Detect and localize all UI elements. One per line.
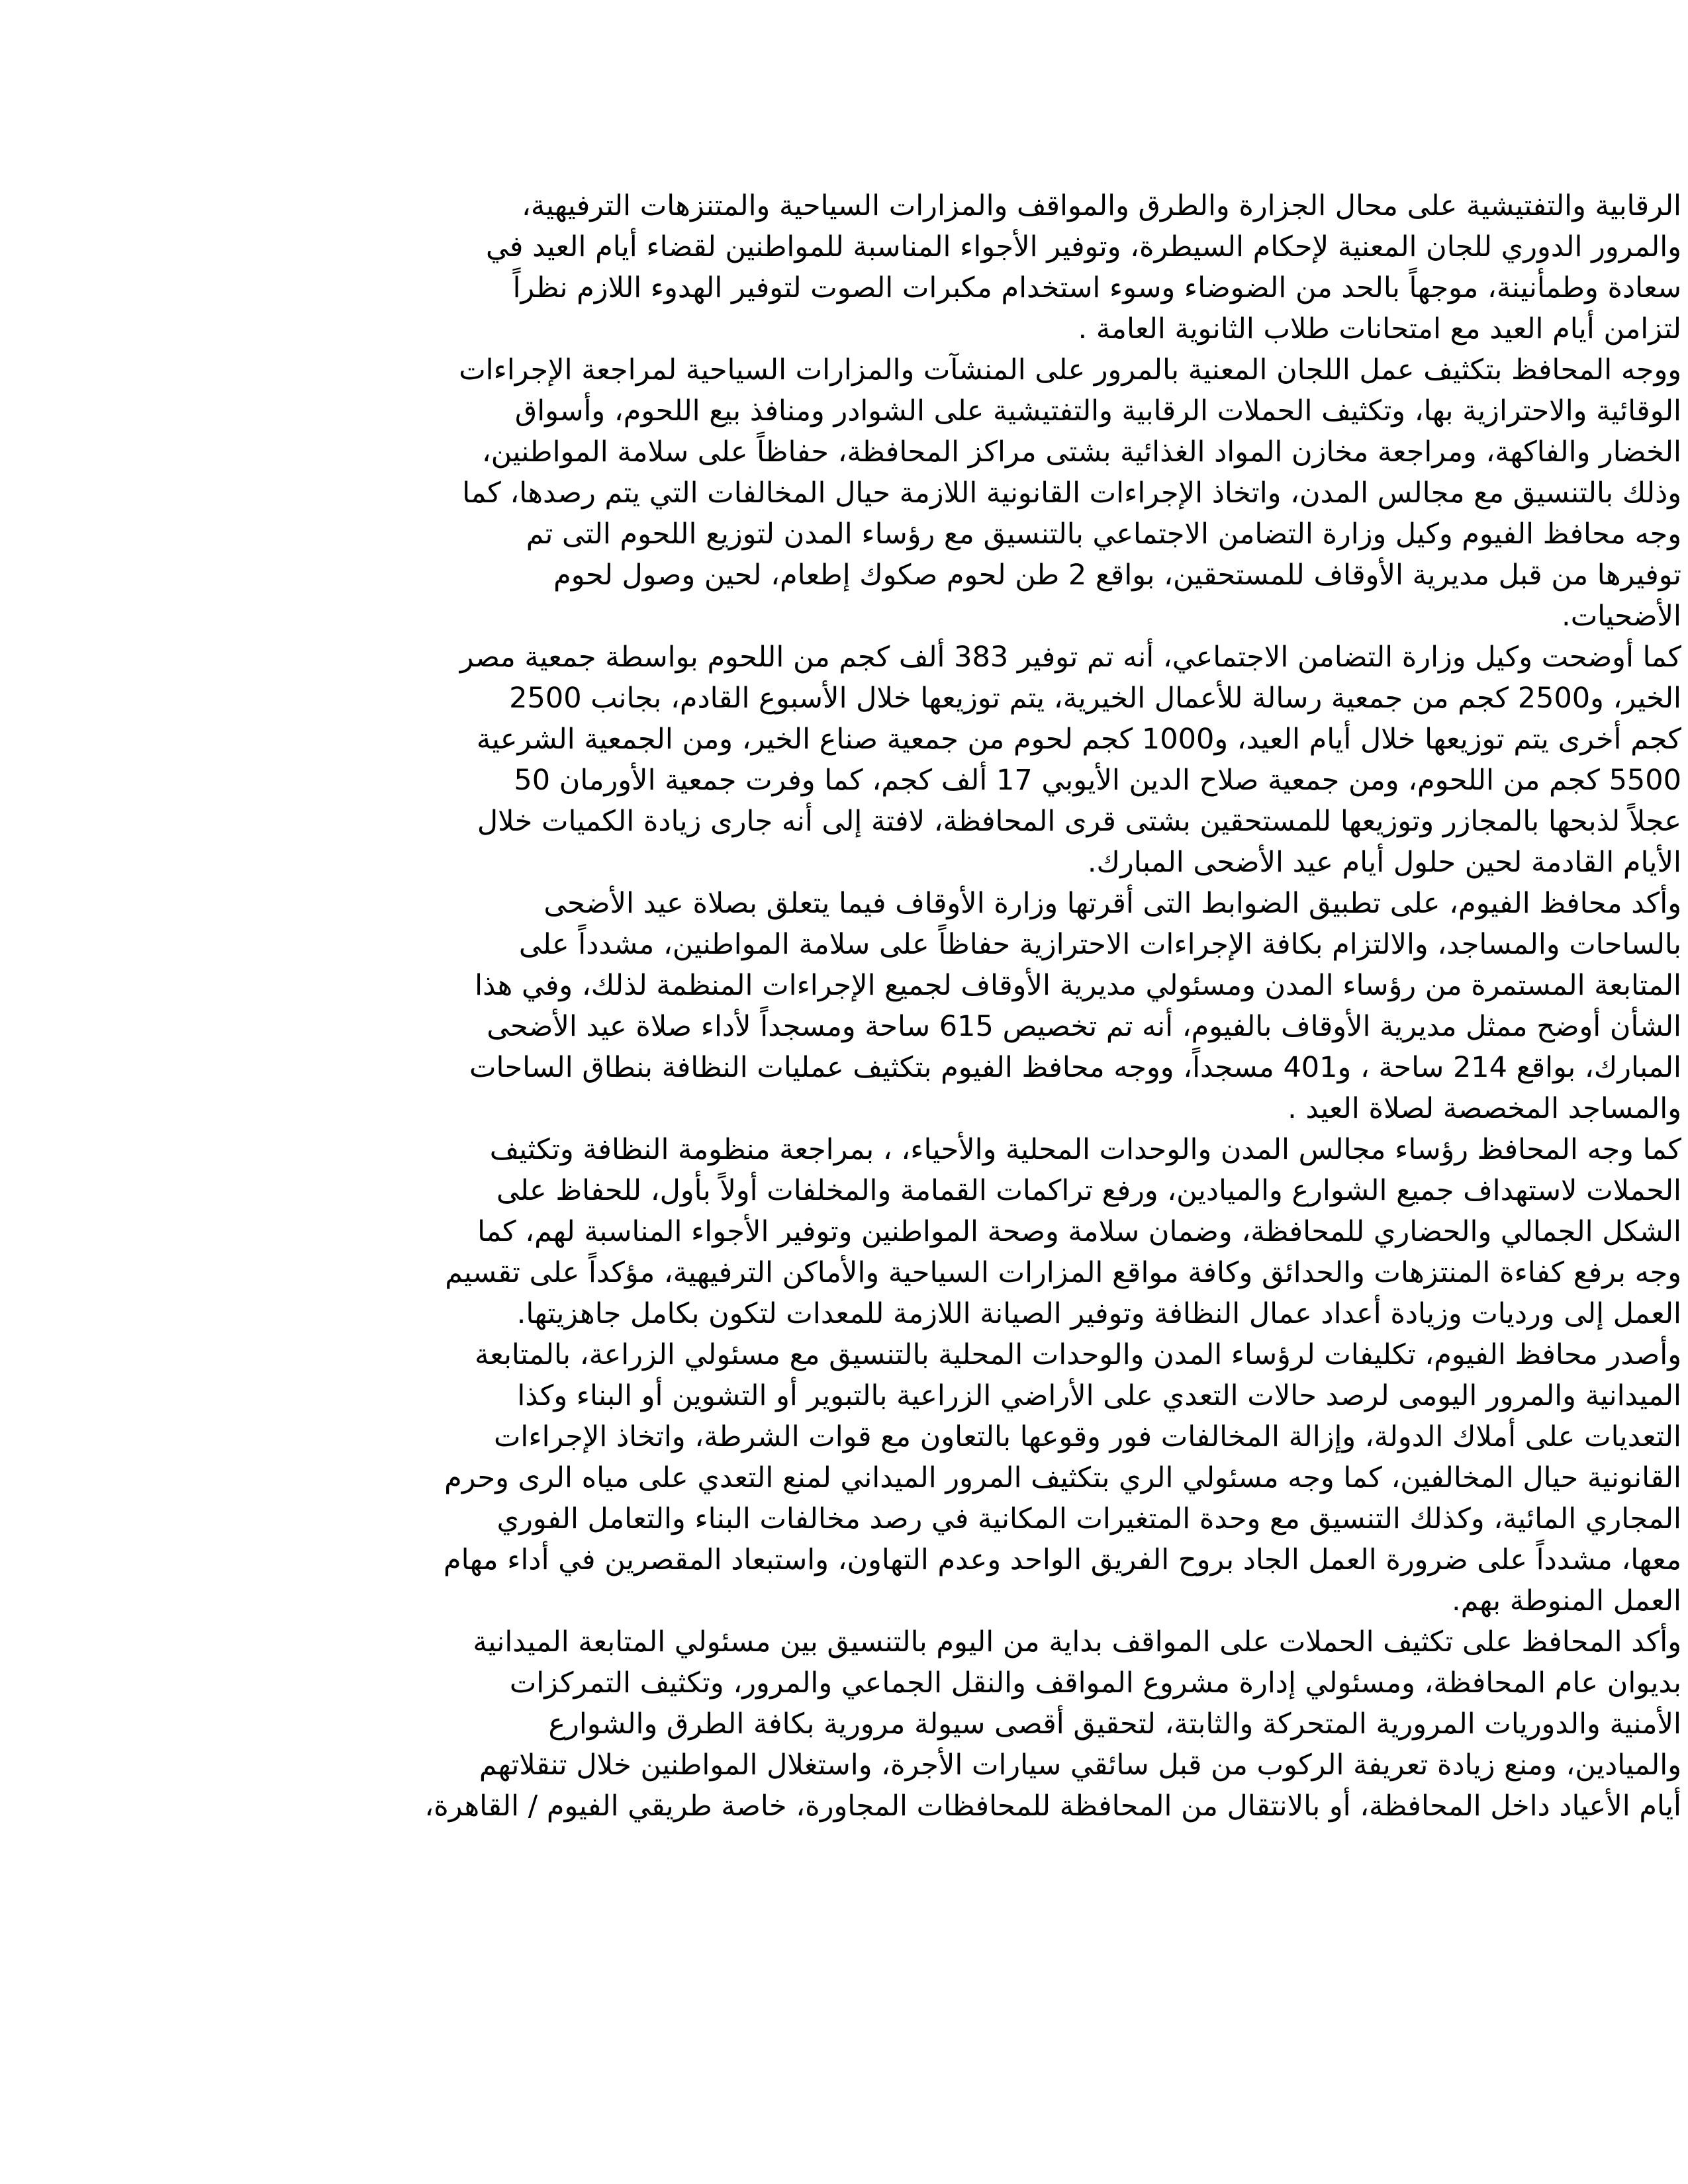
text-line: وأصدر محافظ الفيوم، تكليفات لرؤساء المدن والوحدات المحلية بالتنسيق مع مسئولي الزراعة، بالمتابعة	[475, 1338, 1681, 1371]
text-line: الأمنية والدوريات المرورية المتحركة والثابتة، لتحقيق أقصى سيولة مرورية بكافة الطرق والشوارع	[548, 1707, 1681, 1741]
text-line: الشأن أوضح ممثل مديرية الأوقاف بالفيوم، أنه تم تخصيص 615 ساحة ومسجداً لأداء صلاة عيد الأضحى	[487, 1010, 1681, 1043]
text-line: الخير، و2500 كجم من جمعية رسالة للأعمال الخيرية، يتم توزيعها خلال الأسبوع القادم، بجانب 2500	[509, 682, 1681, 715]
text-line: المبارك، بواقع 214 ساحة ، و401 مسجداً، ووجه محافظ الفيوم بتكثيف عمليات النظافة بنطاق الساحات	[469, 1051, 1681, 1084]
text-line: العمل المنوطة بهم.	[1451, 1584, 1681, 1617]
text-line: عجلاً لذبحها بالمجازر وتوزيعها للمستحقين بشتى قرى المحافظة، لافتة إلى أنه جارى زيادة الكميات خلال	[477, 805, 1681, 838]
text-line: وجه محافظ الفيوم وكيل وزارة التضامن الاجتماعي بالتنسيق مع رؤساء المدن لتوزيع اللحوم التى تم	[526, 518, 1681, 551]
text-line: الشكل الجمالي والحضاري للمحافظة، وضمان سلامة وصحة المواطنين وتوفير الأجواء المناسبة لهم، كما	[477, 1215, 1681, 1248]
text-line: وأكد محافظ الفيوم، على تطبيق الضوابط التى أقرتها وزارة الأوقاف فيما يتعلق بصلاة عيد الأضحى	[543, 887, 1681, 920]
text-line: القانونية حيال المخالفين، كما وجه مسئولي الري بتكثيف المرور الميداني لمنع التعدي على مياه الرى وحرم	[444, 1461, 1681, 1494]
text-line: العمل إلى ورديات وزيادة أعداد عمال النظافة وتوفير الصيانة اللازمة للمعدات لتكون بكامل جاهزيتها.	[516, 1297, 1681, 1330]
text-line: المجاري المائية، وكذلك التنسيق مع وحدة المتغيرات المكانية في رصد مخالفات البناء والتعامل الفوري	[496, 1502, 1681, 1535]
text-line: بالساحات والمساجد، والالتزام بكافة الإجراءات الاحترازية حفاظاً على سلامة المواطنين، مشدداً على	[518, 928, 1681, 961]
text-line: وذلك بالتنسيق مع مجالس المدن، واتخاذ الإجراءات القانونية اللازمة حيال المخالفات التي يتم رصدها، كما	[462, 477, 1681, 510]
text-line: أيام الأعياد داخل المحافظة، أو بالانتقال من المحافظة للمحافظات المجاورة، خاصة طريقي الفيوم / القاهرة،	[424, 1790, 1681, 1823]
text-line: الحملات لاستهداف جميع الشوارع والميادين، ورفع تراكمات القمامة والمخلفات أولاً بأول، للحفاظ على	[496, 1174, 1681, 1207]
text-line: الميدانية والمرور اليومى لرصد حالات التعدي على الأراضي الزراعية بالتبوير أو التشوين أو البناء وكذا	[517, 1379, 1681, 1412]
text-line: الوقائية والاحترازية بها، وتكثيف الحملات الرقابية والتفتيشية على الشوادر ومنافذ بيع اللحوم، وأسواق	[514, 394, 1681, 428]
text-line: كجم أخرى يتم توزيعها خلال أيام العيد، و1000 كجم لحوم من جمعية صناع الخير، ومن الجمعية الشرعية	[476, 723, 1681, 756]
text-line: والميادين، ومنع زيادة تعريفة الركوب من قبل سائقي سيارات الأجرة، واستغلال المواطنين خلال تنقلاتهم	[479, 1749, 1681, 1782]
text-line: وأكد المحافظ على تكثيف الحملات على المواقف بداية من اليوم بالتنسيق بين مسئولي المتابعة الميدانية	[473, 1625, 1681, 1659]
text-line: الأيام القادمة لحين حلول أيام عيد الأضحى المبارك.	[1087, 846, 1681, 879]
text-line: كما أوضحت وكيل وزارة التضامن الاجتماعي، أنه تم توفير 383 ألف كجم من اللحوم بواسطة جمعية مصر	[459, 641, 1681, 674]
text-line: والمساجد المخصصة لصلاة العيد .	[1288, 1092, 1681, 1125]
text-line: معها، مشدداً على ضرورة العمل الجاد بروح الفريق الواحد وعدم التهاون، واستبعاد المقصرين في أداء مهام	[444, 1543, 1681, 1576]
text-line: ووجه المحافظ بتكثيف عمل اللجان المعنية بالمرور على المنشآت والمزارات السياحية لمراجعة الإجراءات	[459, 353, 1681, 387]
text-line: الأضحيات.	[1562, 600, 1681, 633]
text-line: بديوان عام المحافظة، ومسئولي إدارة مشروع المواقف والنقل الجماعي والمرور، وتكثيف التمركزات	[509, 1666, 1681, 1700]
text-line: التعديات على أملاك الدولة، وإزالة المخالفات فور وقوعها بالتعاون مع قوات الشرطة، واتخاذ الإجراءات	[493, 1420, 1681, 1453]
text-line: سعادة وطمأنينة، موجهاً بالحد من الضوضاء وسوء استخدام مكبرات الصوت لتوفير الهدوء اللازم نظراً	[512, 271, 1681, 304]
text-line: الخضار والفاكهة، ومراجعة مخازن المواد الغذائية بشتى مراكز المحافظة، حفاظاً على سلامة المواطنين،	[481, 435, 1681, 469]
text-line: الرقابية والتفتيشية على محال الجزارة والطرق والمواقف والمزارات السياحية والمتنزهات الترفيهية،	[522, 189, 1681, 222]
text-line: كما وجه المحافظ رؤساء مجالس المدن والوحدات المحلية والأحياء، ، بمراجعة منظومة النظافة وتكثيف	[489, 1133, 1681, 1166]
text-line: المتابعة المستمرة من رؤساء المدن ومسئولي مديرية الأوقاف لجميع الإجراءات المنظمة لذلك، وفي هذا	[475, 969, 1681, 1002]
text-line: والمرور الدوري للجان المعنية لإحكام السيطرة، وتوفير الأجواء المناسبة للمواطنين لقضاء أيام العيد في	[486, 230, 1681, 263]
text-line: وجه برفع كفاءة المنتزهات والحدائق وكافة مواقع المزارات السياحية والأماكن الترفيهية، مؤكداً على تقسيم	[445, 1256, 1681, 1289]
text-line: لتزامن أيام العيد مع امتحانات طلاب الثانوية العامة .	[1078, 312, 1681, 345]
text-line: 5500 كجم من اللحوم، ومن جمعية صلاح الدين الأيوبي 17 ألف كجم، كما وفرت جمعية الأورمان 50	[514, 764, 1681, 797]
text-line: توفيرها من قبل مديرية الأوقاف للمستحقين، بواقع 2 طن لحوم صكوك إطعام، لحين وصول لحوم	[553, 559, 1681, 592]
article-body	[205, 185, 1681, 1827]
